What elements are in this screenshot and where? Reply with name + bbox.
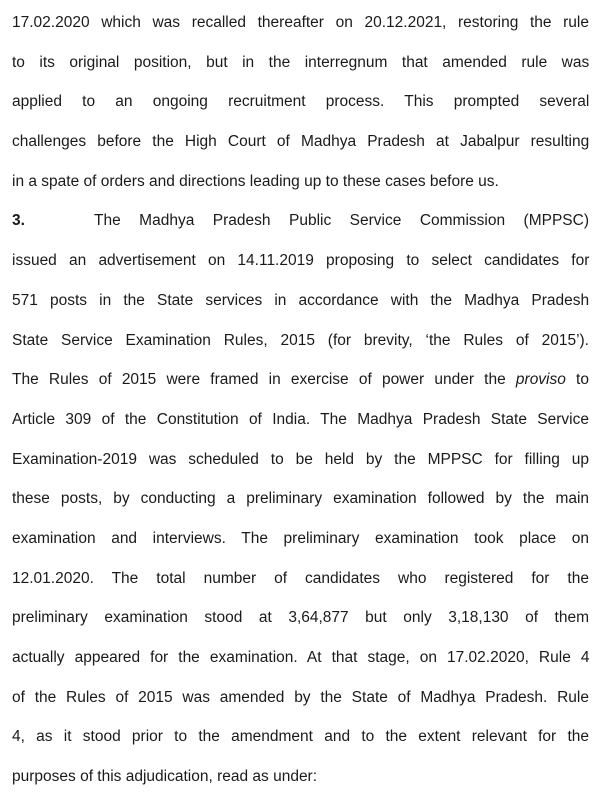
text-line: in a spate of orders and directions leading up to these cases before us. <box>12 172 499 190</box>
text-line: applied to an ongoing recruitment process. This prompted several <box>12 93 590 111</box>
text-line-proviso <box>12 367 589 407</box>
text-line: Examination-2019 was scheduled to be held by the MPPSC for filling up <box>12 450 589 468</box>
text-line: Article 309 of the Constitution of India. The Madhya Pradesh State Service <box>12 410 589 428</box>
text-line: to its original position, but in the interregnum that amended rule was <box>12 53 590 71</box>
text-line: purposes of this adjudication, read as under: <box>12 768 318 786</box>
document-page <box>12 10 589 804</box>
paragraph-number: 3. <box>12 212 25 230</box>
text-line: 4, as it stood prior to the amendment and to the extent relevant for the <box>12 728 589 746</box>
paragraph-2-tail <box>12 10 589 208</box>
text-line: issued an advertisement on 14.11.2019 proposing to select candidates for <box>12 252 590 270</box>
text-line: actually appeared for the examination. At that stage, on 17.02.2020, Rule 4 <box>12 649 590 666</box>
text-line: of the Rules of 2015 was amended by the State of Madhya Pradesh. Rule <box>12 688 589 706</box>
text-line: these posts, by conducting a preliminary examination followed by the main <box>12 490 590 508</box>
text-segment: to <box>565 371 589 389</box>
paragraph-3 <box>12 208 589 803</box>
text-line: 12.01.2020. The total number of candidates who registered for the <box>12 569 589 587</box>
text-line: The Madhya Pradesh Public Service Commission (MPPSC) <box>94 212 589 230</box>
text-line: examination and interviews. The preliminary examination took place on <box>12 529 589 547</box>
text-line: 17.02.2020 which was recalled thereafter on 20.12.2021, restoring the rule <box>12 14 589 31</box>
paragraph-3-first-line <box>12 208 589 248</box>
text-line: preliminary examination stood at 3,64,877 but only 3,18,130 of them <box>12 609 589 627</box>
text-line: 571 posts in the State services in accordance with the Madhya Pradesh <box>12 291 590 309</box>
text-line: challenges before the High Court of Madhya Pradesh at Jabalpur resulting <box>12 133 590 151</box>
text-line: State Service Examination Rules, 2015 (for brevity, ‘the Rules of 2015’). <box>12 331 589 349</box>
proviso-italic: proviso <box>515 371 566 389</box>
text-segment: The Rules of 2015 were framed in exercise of power under the <box>12 371 516 389</box>
